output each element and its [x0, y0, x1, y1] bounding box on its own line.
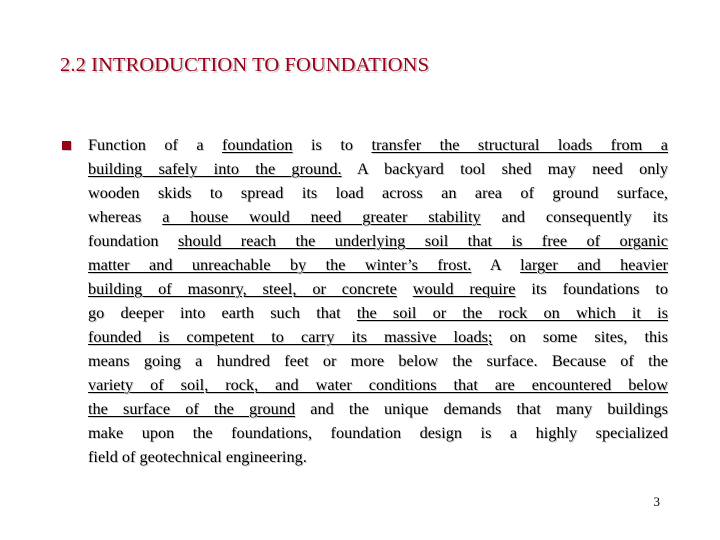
paragraph-line [88, 397, 668, 421]
page-number: 3 [653, 494, 660, 509]
paragraph-line [88, 349, 668, 373]
text-run: its foundations to [515, 279, 668, 298]
paragraph-line [88, 229, 668, 253]
text-run: A [471, 255, 521, 274]
paragraph-line [88, 205, 668, 229]
text-run: and consequently its [480, 207, 669, 226]
paragraph-line [88, 445, 668, 469]
slide-title: 2.2 INTRODUCTION TO FOUNDATIONS [60, 54, 430, 76]
paragraph-line [88, 157, 668, 181]
text-run: wooden skids to spread its load across an area of ground surface, [88, 183, 668, 202]
underlined-phrase: variety of soil, rock, and water conditions that are encountered below [88, 375, 668, 394]
paragraph-line [88, 133, 668, 157]
text-run: is to [292, 135, 372, 154]
underlined-phrase: building of masonry, steel, or concrete [88, 279, 397, 298]
underlined-phrase: should reach the underlying soil that is free of organic [177, 231, 668, 250]
underlined-phrase: foundation [222, 135, 293, 154]
paragraph-line [88, 301, 668, 325]
text-run: field of geotechnical engineering. [88, 447, 307, 466]
paragraph-line [88, 277, 668, 301]
underlined-phrase: transfer the structural loads from a [371, 135, 668, 154]
text-run: on some sites, this [492, 327, 668, 346]
bullet-paragraph [88, 133, 668, 469]
text-run: A backyard tool shed may need only [341, 159, 669, 178]
text-run: foundation [88, 231, 178, 250]
text-run: and the unique demands that many buildings [295, 399, 668, 418]
underlined-phrase: the surface of the ground [88, 399, 296, 418]
paragraph-line [88, 421, 668, 445]
square-bullet-icon [62, 141, 71, 150]
paragraph-line [88, 181, 668, 205]
underlined-phrase: matter and unreachable by the winter’s frost. [88, 255, 472, 274]
underlined-phrase: founded is competent to carry its massive loads; [88, 327, 493, 346]
text-run [397, 279, 413, 298]
paragraph-line [88, 325, 668, 349]
text-run: means going a hundred feet or more below the surface. Because of the [88, 351, 668, 370]
text-run: Function of a [88, 135, 223, 154]
underlined-phrase: would require [412, 279, 516, 298]
text-run: whereas [88, 207, 163, 226]
text-run: go deeper into earth such that [88, 303, 357, 322]
underlined-phrase: a house would need greater stability [162, 207, 481, 226]
paragraph-line [88, 373, 668, 397]
underlined-phrase: the soil or the rock on which it is [356, 303, 668, 322]
underlined-phrase: building safely into the ground. [88, 159, 342, 178]
text-run: make upon the foundations, foundation design is a highly specialized [88, 423, 668, 442]
paragraph-line [88, 253, 668, 277]
underlined-phrase: larger and heavier [520, 255, 668, 274]
